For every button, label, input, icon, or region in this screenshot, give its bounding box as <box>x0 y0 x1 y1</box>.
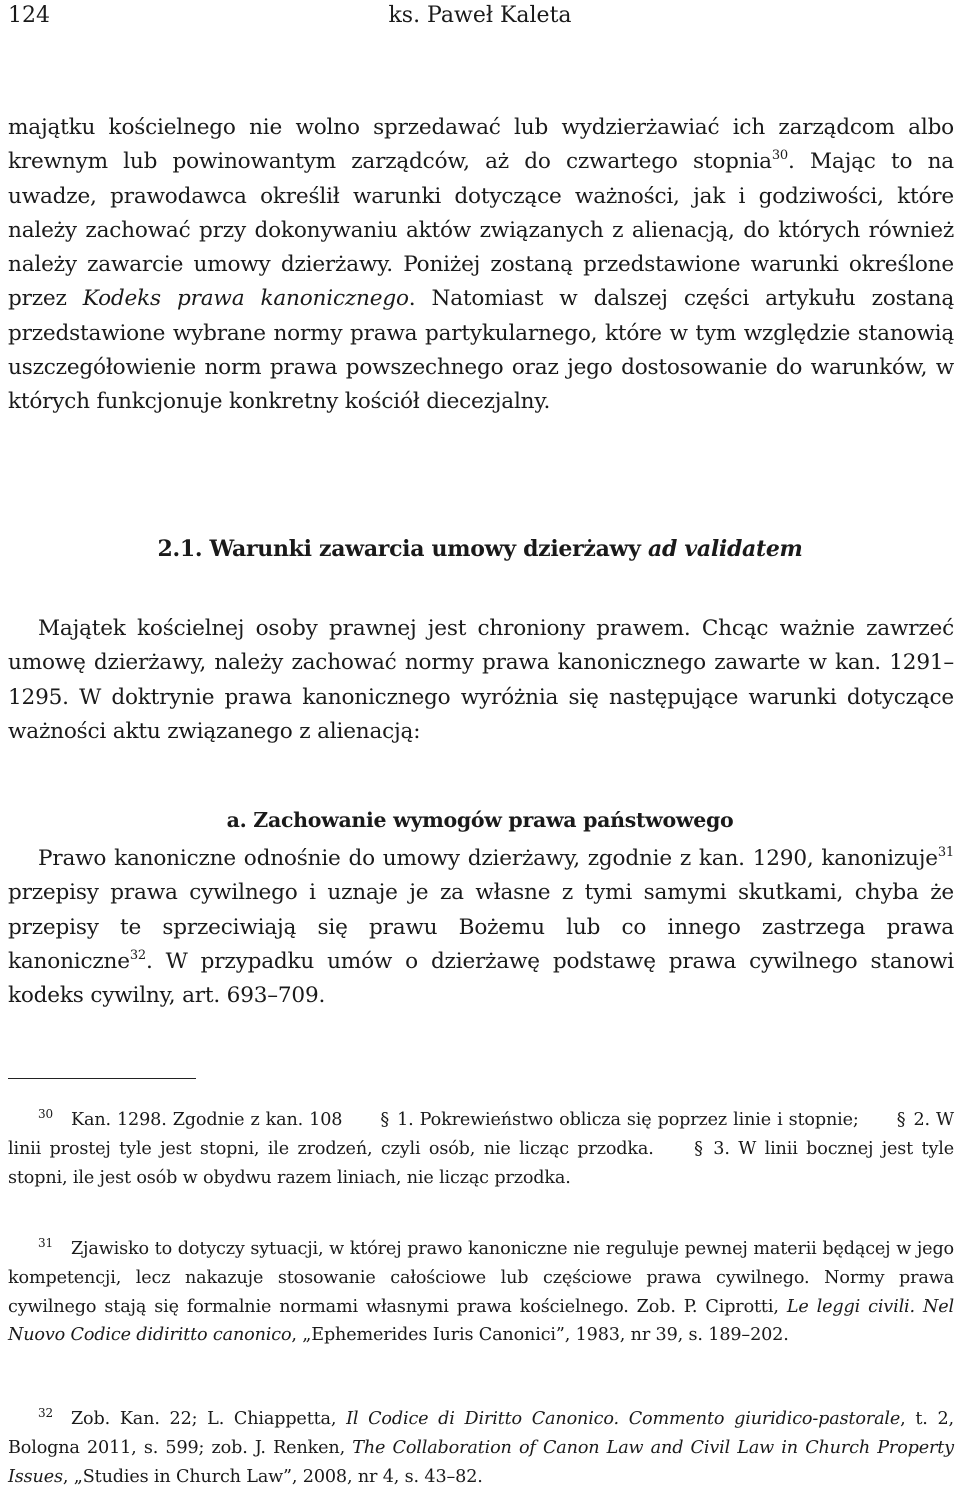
para1-text-1: majątku kościelnego nie wolno sprzedawać lub wydzierżawiać ich zarządcom albo krewnym lub powinowantym zarządców, aż do czwartego stopnia <box>8 115 954 175</box>
footnote-mark-31: 31 <box>38 1236 53 1250</box>
para1-italic-title: Kodeks prawa kanonicznego <box>82 286 409 312</box>
fn30-text-2: 1. Pokrewieństwo oblicza się poprzez linie i stopnie; <box>391 1110 865 1130</box>
section-sign: § <box>896 1110 906 1130</box>
para3-text-1: Prawo kanoniczne odnośnie do umowy dzierżawy, zgodnie z kan. 1290, kanonizuje <box>38 846 938 871</box>
section-sign: § <box>694 1138 703 1159</box>
footnote-ref-32[interactable]: 32 <box>129 947 146 963</box>
heading1-italic: ad validatem <box>648 536 803 562</box>
fn32-text-3: , „Studies in Church Law”, 2008, nr 4, s. 43–82. <box>62 1466 483 1487</box>
fn32-text-2: , t. 2, Bologna 2011, s. 599; zob. J. Renken, <box>8 1409 954 1458</box>
body-paragraph-1 <box>8 111 954 489</box>
fn30-text-3: 2. W linii prostej tyle jest stopni, ile zrodzeń, czyli osób, nie licząc przodka. <box>8 1110 954 1159</box>
footnote-32 <box>8 1405 954 1491</box>
fn31-text-1: Zjawisko to dotyczy sytuacji, w której prawo kanoniczne nie reguluje pewnej materii będącej w jego kompetencji, lecz nakazuje stosowanie całościowe lub częściowe prawa cywilnego. Normy prawa cywilnego stają się formalnie normami własnymi prawa kościelnego. Zob. P. Ciprotti, <box>8 1239 954 1317</box>
footnote-30 <box>8 1106 954 1192</box>
para3-text-3: . W przypadku umów o dzierżawę podstawę prawa cywilnego stanowi kodeks cywilny, art. 693–709. <box>8 948 954 1009</box>
page-number: 124 <box>8 3 50 28</box>
footnote-mark-32: 32 <box>38 1406 53 1420</box>
heading1-text: 2.1. Warunki zawarcia umowy dzierżawy <box>157 536 649 562</box>
body-paragraph-2 <box>8 612 954 762</box>
body-paragraph-3 <box>8 842 954 1032</box>
section-sign: § <box>380 1110 390 1130</box>
fn32-italic-title-2: The Collaboration of Canon Law and Civil Law in Church Property Issues <box>8 1437 954 1487</box>
para3-text-2: przepisy prawa cywilnego i uznaje je za własne z tymi samymi skutkami, chyba że przepisy te sprzeciwiają się prawu Bożemu lub co innego zastrzega prawa kanoniczne <box>8 880 954 974</box>
para1-text-2: . Mając to na uwadze, prawodawca określił warunki dotyczące ważności, jak i godziwości, które należy zachować przy dokonywaniu aktów związanych z alienacją, do których również należy zawarcie umowy dzierżawy. Poniżej zostaną przedstawione warunki określone przez <box>8 149 954 312</box>
subsection-heading-a: a. Zachowanie wymogów prawa państwowego <box>226 808 734 832</box>
footnote-31 <box>8 1235 954 1350</box>
footnote-ref-30[interactable]: 30 <box>771 148 789 164</box>
running-title: ks. Paweł Kaleta <box>388 3 572 28</box>
fn31-italic-title: Le leggi civili. Nel Nuovo Codice didiritto canonico <box>8 1296 954 1346</box>
fn31-text-2: , „Ephemerides Iuris Canonici”, 1983, nr 39, s. 189–202. <box>291 1325 789 1346</box>
footnote-ref-31[interactable]: 31 <box>937 845 954 860</box>
fn32-text-1: Zob. Kan. 22; L. Chiappetta, <box>70 1409 347 1429</box>
para2-text: Majątek kościelnej osoby prawnej jest chroniony prawem. Chcąc ważnie zawrzeć umowę dzierżawy, należy zachować normy prawa kanonicznego zawarte w kan. 1291–1295. W doktrynie prawa kanonicznego wyróżnia się następujące warunki dotyczące ważności aktu związanego z alienacją: <box>8 616 954 744</box>
page-header <box>0 0 960 40</box>
footnote-mark-30: 30 <box>38 1107 53 1121</box>
para1-text-3: . Natomiast w dalszej części artykułu zostaną przedstawione wybrane normy prawa partykularnego, które w tym względzie stanowią uszczegółowienie norm prawa powszechnego oraz jego dostosowanie do warunków, w których funkcjonuje konkretny kościół diecezjalny. <box>8 286 954 415</box>
footnote-divider <box>8 1078 196 1079</box>
fn32-italic-title-1: Il Codice di Diritto Canonico. Commento giuridico-pastorale <box>346 1409 901 1429</box>
section-heading-2-1 <box>0 536 960 562</box>
fn30-text-4: 3. W linii bocznej jest tyle stopni, ile jest osób w obydwu razem liniach, nie licząc przodka. <box>8 1138 955 1188</box>
fn30-text-1: Kan. 1298. Zgodnie z kan. 108 <box>70 1110 349 1130</box>
